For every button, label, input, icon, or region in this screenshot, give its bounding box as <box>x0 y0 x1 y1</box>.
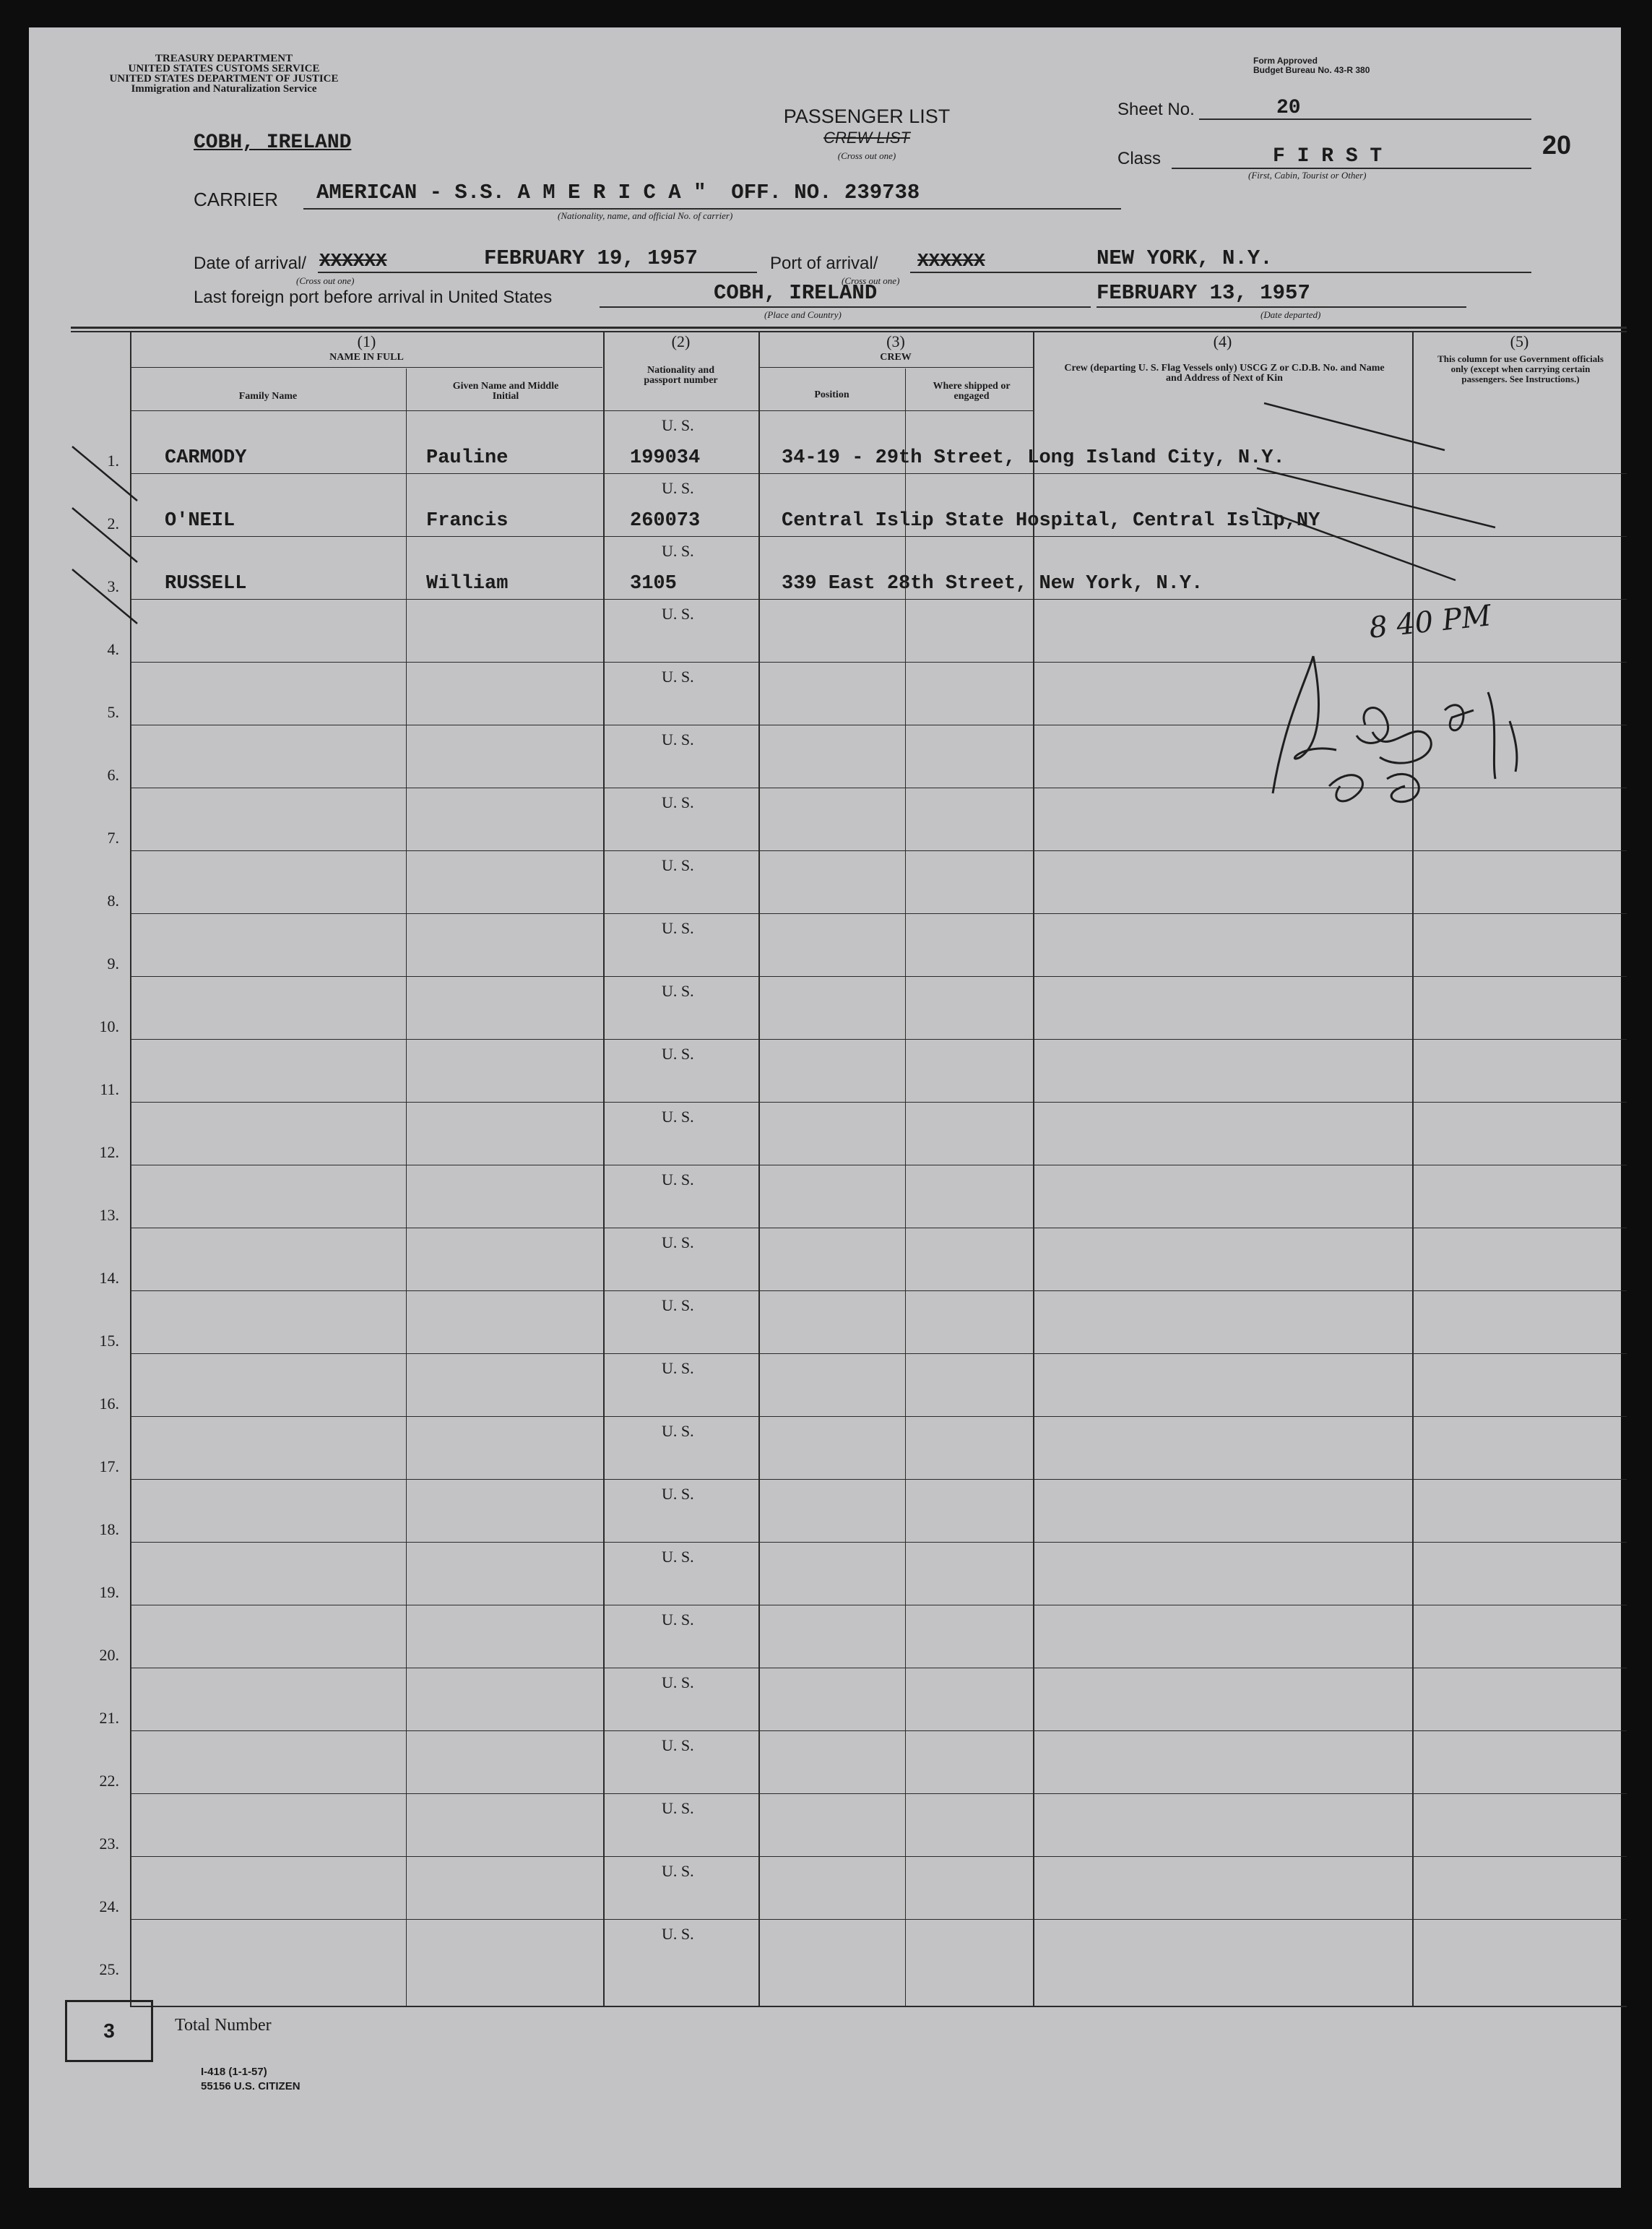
passenger-address: 34-19 - 29th Street, Long Island City, N.Y. <box>782 447 1285 469</box>
port-heading: COBH, IRELAND <box>194 132 352 154</box>
nationality-us: U. S. <box>662 982 694 1000</box>
col3-number: (3) <box>886 332 905 350</box>
passenger-passport-number: 260073 <box>630 510 701 532</box>
nationality-us: U. S. <box>662 605 694 623</box>
passenger-given-name: Francis <box>426 510 509 532</box>
nationality-us: U. S. <box>662 1422 694 1440</box>
arrival-port-value: NEW YORK, N.Y. <box>1097 246 1273 270</box>
passenger-address: Central Islip State Hospital, Central Islip,NY <box>782 510 1320 532</box>
passenger-given-name: William <box>426 573 509 595</box>
nationality-us: U. S. <box>662 542 694 560</box>
col3-where-header: Where shipped or engaged <box>933 381 1011 402</box>
carrier-label: CARRIER <box>194 189 279 210</box>
form-code <box>201 2065 300 2094</box>
arrival-port-hint: (Cross out one) <box>842 275 900 286</box>
row-number: 10. <box>99 1017 119 1035</box>
corner-sheet-number: 20 <box>1542 130 1572 160</box>
agency-line-3: UNITED STATES DEPARTMENT OF JUSTICE <box>109 73 339 85</box>
row-number: 17. <box>99 1457 119 1475</box>
nationality-us: U. S. <box>662 1925 694 1943</box>
last-port-place-hint: (Place and Country) <box>764 309 842 320</box>
nationality-us: U. S. <box>662 919 694 937</box>
col2-number: (2) <box>671 332 691 350</box>
row-number: 25. <box>99 1960 119 1978</box>
col1-given-header: Given Name and Middle Initial <box>452 381 559 402</box>
arrival-date-struck: XXXXXX <box>319 250 387 272</box>
row-number: 12. <box>99 1143 119 1161</box>
class-label: Class <box>1117 149 1162 168</box>
form-approved-line-2: Budget Bureau No. 43-R 380 <box>1253 65 1370 75</box>
row2-tick <box>72 508 137 562</box>
col4-title: Crew (departing U. S. Flag Vessels only) USCG Z or C.D.B. No. and Name and Address of Next of Kin <box>1064 363 1385 384</box>
nationality-us: U. S. <box>662 1485 694 1503</box>
initials-signature <box>1273 656 1517 802</box>
row-number: 22. <box>99 1772 119 1790</box>
row3-tick <box>72 569 137 624</box>
col3-title: CREW <box>880 352 912 363</box>
row-number: 14. <box>99 1269 119 1287</box>
last-port-date-hint: (Date departed) <box>1260 309 1321 320</box>
row3-strike <box>1257 508 1456 580</box>
col4-number: (4) <box>1213 332 1232 350</box>
arrival-port-label: Port of arrival/ <box>770 254 878 273</box>
row-number: 21. <box>99 1709 119 1727</box>
passenger-passport-number: 3105 <box>630 573 677 595</box>
row-number: 4. <box>107 640 119 658</box>
nationality-us: U. S. <box>662 1233 694 1251</box>
arrival-date-value: FEBRUARY 19, 1957 <box>484 246 698 270</box>
passenger-family-name: O'NEIL <box>165 510 235 532</box>
row-number: 1. <box>107 452 119 470</box>
list-title-struck: CREW LIST <box>823 129 910 147</box>
carrier-hint: (Nationality, name, and official No. of carrier) <box>558 210 733 221</box>
row-number: 16. <box>99 1394 119 1413</box>
sheet-number: 20 <box>1276 97 1301 119</box>
row2-strike <box>1257 468 1495 527</box>
row-number: 20. <box>99 1646 119 1664</box>
row-number: 23. <box>99 1834 119 1853</box>
carrier-value: AMERICAN - S.S. A M E R I C A " OFF. NO. 239738 <box>316 181 920 204</box>
nationality-us: U. S. <box>662 730 694 749</box>
col2-title: Nationality and passport number <box>644 365 718 386</box>
row-number: 8. <box>107 892 119 910</box>
nationality-us: U. S. <box>662 1673 694 1691</box>
total-number-label: Total Number <box>175 2016 272 2035</box>
form-code-line-2: 55156 U.S. CITIZEN <box>201 2080 300 2092</box>
row-number: 9. <box>107 954 119 973</box>
nationality-us: U. S. <box>662 1359 694 1377</box>
passenger-address: 339 East 28th Street, New York, N.Y. <box>782 573 1203 595</box>
arrival-date-hint: (Cross out one) <box>296 275 355 286</box>
col1-number: (1) <box>357 332 376 350</box>
col1-title: NAME IN FULL <box>329 352 404 363</box>
row-number: 6. <box>107 766 119 784</box>
total-number-box <box>65 2000 153 2062</box>
row-number: 24. <box>99 1897 119 1915</box>
last-port-date-value: FEBRUARY 13, 1957 <box>1097 281 1310 305</box>
nationality-us: U. S. <box>662 1170 694 1189</box>
nationality-us: U. S. <box>662 793 694 811</box>
row-number: 7. <box>107 829 119 847</box>
col5-number: (5) <box>1510 332 1529 350</box>
nationality-us: U. S. <box>662 1548 694 1566</box>
list-title: PASSENGER LIST <box>783 105 951 127</box>
title-cross-out-hint: (Cross out one) <box>837 150 896 161</box>
nationality-us: U. S. <box>662 856 694 874</box>
total-number-value: 3 <box>103 2019 115 2042</box>
nationality-us: U. S. <box>662 1296 694 1314</box>
class-hint: (First, Cabin, Tourist or Other) <box>1248 170 1367 181</box>
row-number: 19. <box>99 1583 119 1601</box>
col3-position-header: Position <box>814 389 849 400</box>
agency-line-4: Immigration and Naturalization Service <box>131 83 317 95</box>
row-number: 3. <box>107 577 119 595</box>
passenger-passport-number: 199034 <box>630 447 701 469</box>
passenger-given-name: Pauline <box>426 447 509 469</box>
nationality-us: U. S. <box>662 1611 694 1629</box>
agency-line-2: UNITED STATES CUSTOMS SERVICE <box>128 63 320 74</box>
nationality-us: U. S. <box>662 1736 694 1754</box>
arrival-port-struck: XXXXXX <box>917 250 985 272</box>
form-code-line-1: I-418 (1-1-57) <box>201 2066 267 2078</box>
agency-line-1: TREASURY DEPARTMENT <box>155 53 293 64</box>
passenger-family-name: CARMODY <box>165 447 247 469</box>
nationality-us: U. S. <box>662 416 694 434</box>
passenger-list-form <box>29 27 1621 2188</box>
row-number: 11. <box>100 1080 119 1098</box>
col1-family-header: Family Name <box>238 391 298 402</box>
nationality-us: U. S. <box>662 1045 694 1063</box>
form-approved-line-1: Form Approved <box>1253 56 1318 66</box>
last-port-value: COBH, IRELAND <box>714 281 878 305</box>
nationality-us: U. S. <box>662 1862 694 1880</box>
arrival-date-label: Date of arrival/ <box>194 254 307 273</box>
pen-marks <box>29 27 1621 2188</box>
nationality-us: U. S. <box>662 668 694 686</box>
passenger-family-name: RUSSELL <box>165 573 247 595</box>
row-number: 15. <box>99 1332 119 1350</box>
nationality-us: U. S. <box>662 479 694 497</box>
last-port-label: Last foreign port before arrival in United States <box>194 288 553 307</box>
sheet-label: Sheet No. <box>1117 100 1195 119</box>
row1-strike <box>1264 403 1445 450</box>
handwritten-time: 8 40 PM <box>1367 599 1493 645</box>
row-number: 18. <box>99 1520 119 1538</box>
row-number: 2. <box>107 514 119 533</box>
nationality-us: U. S. <box>662 1799 694 1817</box>
nationality-us: U. S. <box>662 1108 694 1126</box>
row-number: 13. <box>99 1206 119 1224</box>
row1-tick <box>72 447 137 501</box>
row-number: 5. <box>107 703 119 721</box>
class-value: F I R S T <box>1273 145 1383 168</box>
col5-title: This column for use Government officials only (except when carrying certain passengers. See Instructions.) <box>1437 353 1604 384</box>
